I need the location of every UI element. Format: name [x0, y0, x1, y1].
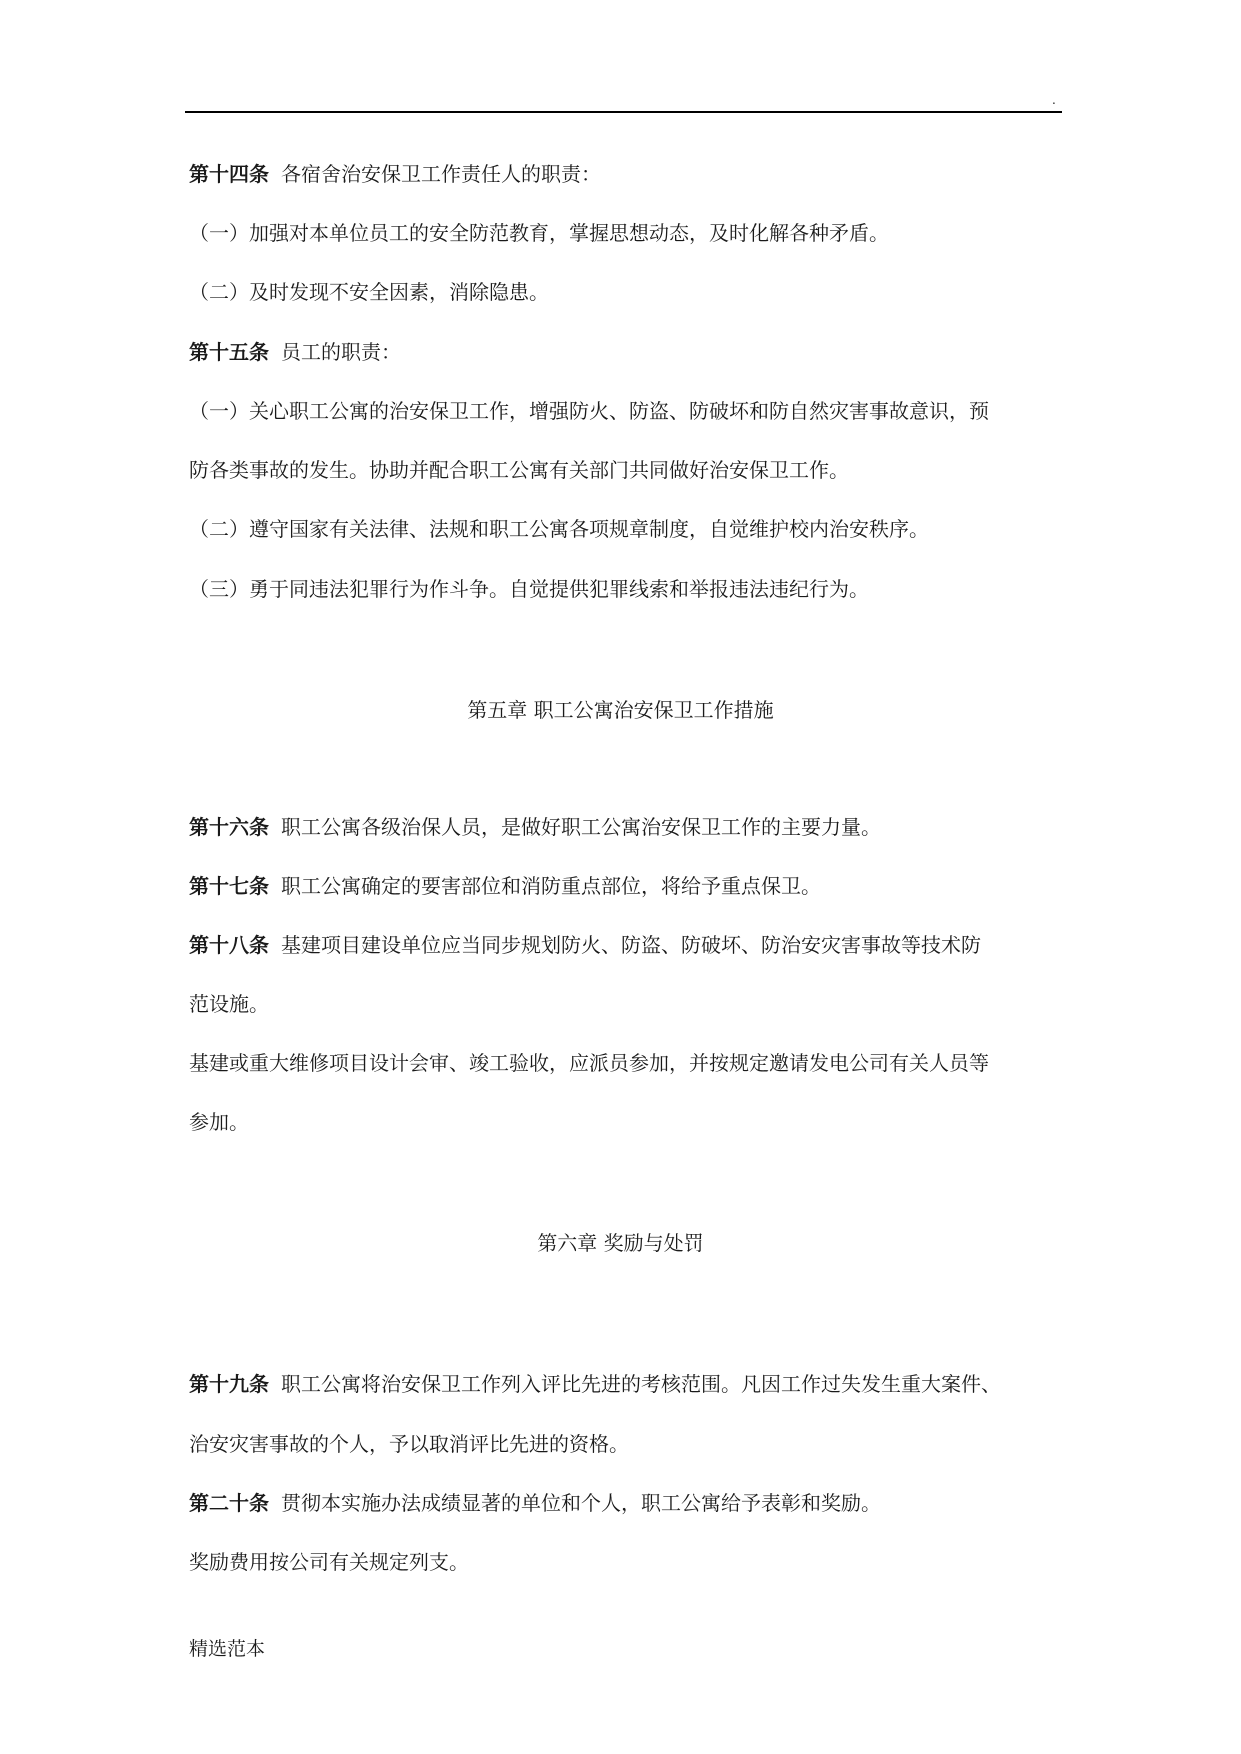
paragraph-line [189, 575, 869, 603]
article-number: 第十六条 [189, 815, 269, 839]
paragraph-line [189, 1370, 1001, 1398]
paragraph-text: 职工公寓各级治保人员，是做好职工公寓治安保卫工作的主要力量。 [281, 815, 881, 839]
chapter-heading: 第五章 职工公寓治安保卫工作措施 [467, 698, 774, 722]
paragraph-text: 贯彻本实施办法成绩显著的单位和个人，职工公寓给予表彰和奖励。 [281, 1491, 881, 1515]
paragraph-line [189, 931, 981, 959]
paragraph-line [189, 160, 601, 188]
paragraph-line [189, 872, 821, 900]
article-number: 第十七条 [189, 874, 269, 898]
article-number: 第二十条 [189, 1491, 269, 1515]
paragraph-text: （一）关心职工公寓的治安保卫工作，增强防火、防盗、防破坏和防自然灾害事故意识，预 [189, 399, 989, 423]
paragraph-line [189, 219, 889, 247]
paragraph-line [189, 278, 549, 306]
paragraph-text: （三）勇于同违法犯罪行为作斗争。自觉提供犯罪线索和举报违法违纪行为。 [189, 577, 869, 601]
paragraph-text: 奖励费用按公司有关规定列支。 [189, 1550, 469, 1574]
paragraph-text: 参加。 [189, 1110, 249, 1134]
paragraph-text: （二）及时发现不安全因素，消除隐患。 [189, 280, 549, 304]
header-mark: . [1052, 93, 1056, 107]
paragraph-text: 各宿舍治安保卫工作责任人的职责： [281, 162, 601, 186]
paragraph-line [189, 1489, 881, 1517]
paragraph-text: 基建项目建设单位应当同步规划防火、防盗、防破坏、防治安灾害事故等技术防 [281, 933, 981, 957]
paragraph-line [189, 813, 881, 841]
article-number: 第十九条 [189, 1372, 269, 1396]
paragraph-line [189, 990, 269, 1018]
paragraph-text: 职工公寓将治安保卫工作列入评比先进的考核范围。凡因工作过失发生重大案件、 [281, 1372, 1001, 1396]
paragraph-line [189, 515, 929, 543]
paragraph-text: （一）加强对本单位员工的安全防范教育，掌握思想动态，及时化解各种矛盾。 [189, 221, 889, 245]
chapter-heading: 第六章 奖励与处罚 [537, 1231, 704, 1255]
article-number: 第十四条 [189, 162, 269, 186]
paragraph-line [189, 338, 401, 366]
paragraph-text: 员工的职责： [281, 340, 401, 364]
paragraph-line [189, 1108, 249, 1136]
header-rule [185, 111, 1062, 113]
paragraph-line [189, 1548, 469, 1576]
paragraph-line [189, 1049, 989, 1077]
footer-text: 精选范本 [189, 1638, 266, 1660]
paragraph-text: （二）遵守国家有关法律、法规和职工公寓各项规章制度，自觉维护校内治安秩序。 [189, 517, 929, 541]
paragraph-text: 基建或重大维修项目设计会审、竣工验收，应派员参加，并按规定邀请发电公司有关人员等 [189, 1051, 989, 1075]
paragraph-line [189, 397, 989, 425]
paragraph-line [189, 1430, 629, 1458]
paragraph-text: 范设施。 [189, 992, 269, 1016]
paragraph-text: 防各类事故的发生。协助并配合职工公寓有关部门共同做好治安保卫工作。 [189, 458, 849, 482]
paragraph-line [189, 456, 849, 484]
paragraph-text: 治安灾害事故的个人，予以取消评比先进的资格。 [189, 1432, 629, 1456]
paragraph-text: 职工公寓确定的要害部位和消防重点部位，将给予重点保卫。 [281, 874, 821, 898]
article-number: 第十八条 [189, 933, 269, 957]
article-number: 第十五条 [189, 340, 269, 364]
